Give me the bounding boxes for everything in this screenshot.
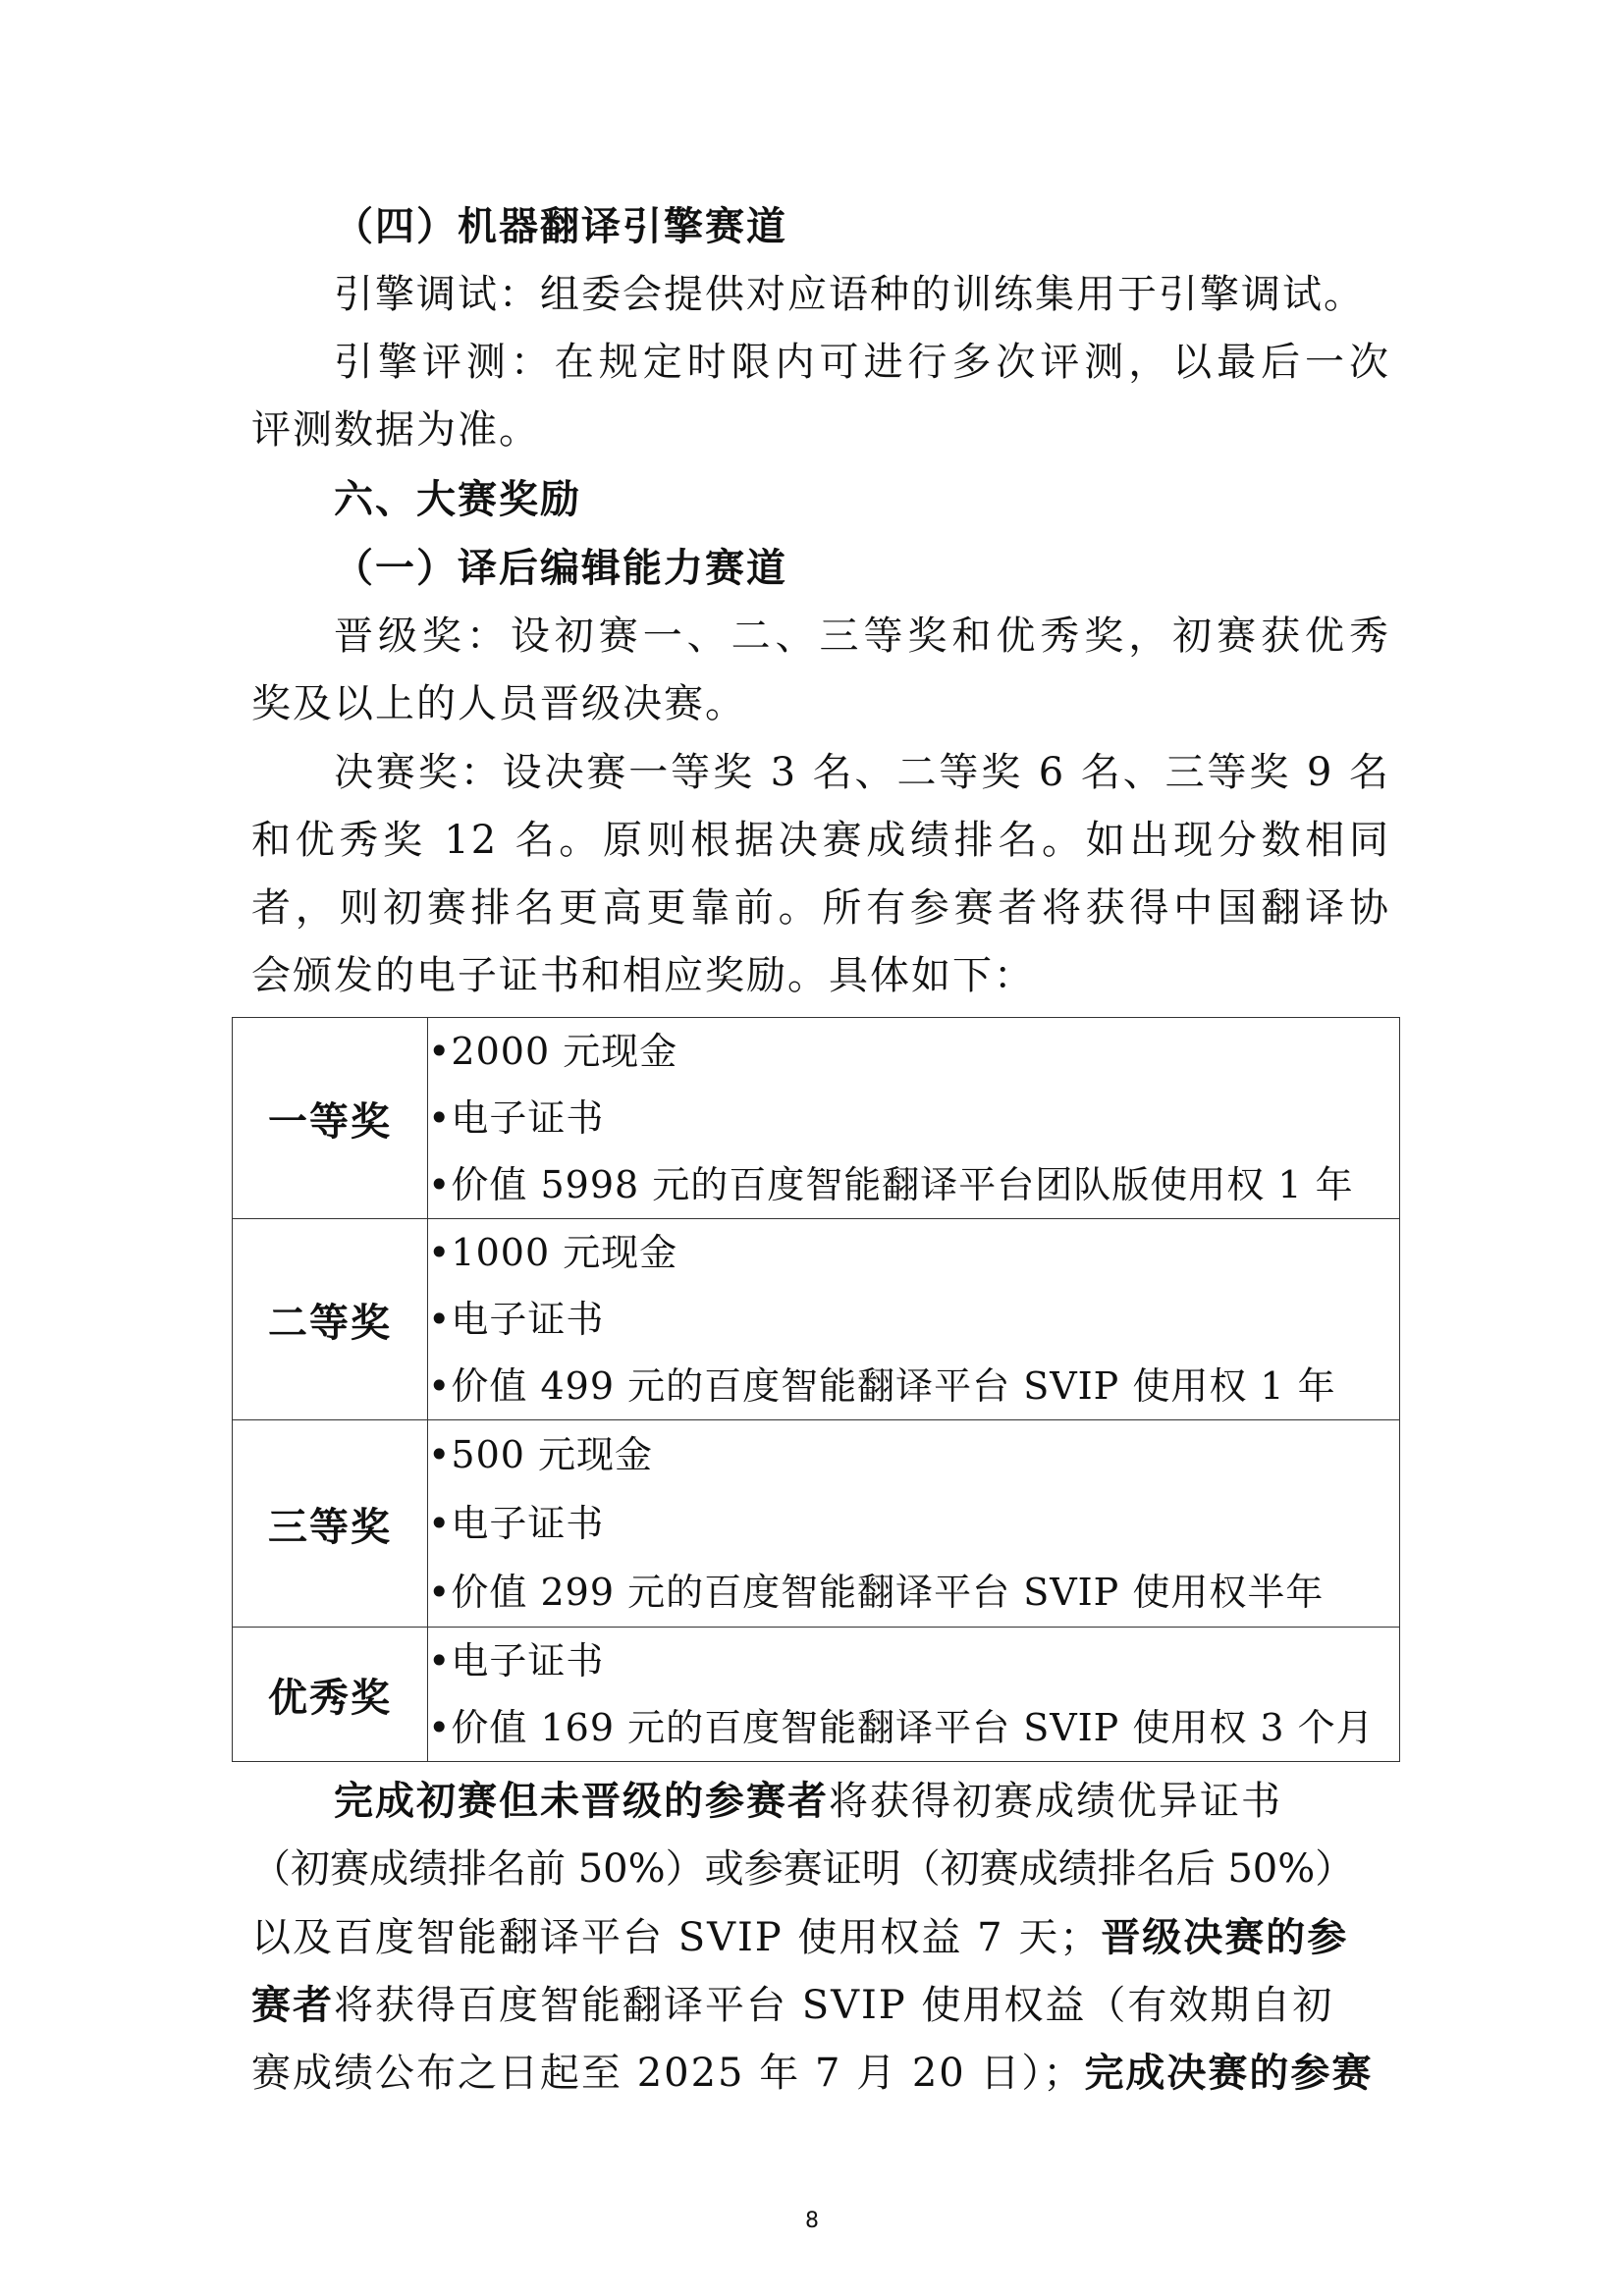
prize-table [232, 1017, 1400, 1762]
award-name: 一等奖 [233, 1018, 428, 1219]
section-heading-awards: 六、大赛奖励 [334, 477, 581, 522]
prize-row-first [233, 1018, 1400, 1219]
award-item: • 电子证书 [428, 1489, 1399, 1558]
paragraph-engine-eval-line2: 评测数据为准。 [251, 407, 540, 453]
text-span: 赛成绩公布之日起至 2025 年 7 月 20 日）； [251, 2051, 1085, 2096]
award-item: • 价值 499 元的百度智能翻译平台 SVIP 使用权 1 年 [428, 1353, 1399, 1419]
paragraph-engine-eval-line1: 引擎评测：在规定时限内可进行多次评测，以最后一次 [334, 340, 1390, 385]
bold-phrase: 完成初赛但未晋级的参赛者 [334, 1779, 829, 1824]
paragraph-promotion-line2: 奖及以上的人员晋级决赛。 [251, 681, 746, 726]
award-items [428, 1420, 1400, 1628]
bold-phrase: 完成决赛的参赛 [1084, 2051, 1374, 2096]
heading-engine-track: （四）机器翻译引擎赛道 [334, 204, 787, 249]
bold-phrase: 晋级决赛的参 [1101, 1915, 1349, 1960]
award-items [428, 1018, 1400, 1219]
bold-phrase: 赛者 [251, 1983, 334, 2028]
heading-post-edit-track: （一）译后编辑能力赛道 [334, 546, 787, 591]
award-name: 二等奖 [233, 1219, 428, 1420]
paragraph-final-line3: 者，则初赛排名更高更靠前。所有参赛者将获得中国翻译协 [251, 885, 1390, 931]
paragraph-after-line3 [251, 1914, 1390, 1961]
award-item: • 500 元现金 [428, 1420, 1399, 1489]
award-items [428, 1219, 1400, 1420]
award-item: • 电子证书 [428, 1085, 1399, 1151]
award-item: • 电子证书 [428, 1628, 1399, 1694]
prize-row-second [233, 1219, 1400, 1420]
award-items [428, 1628, 1400, 1762]
page-number: 8 [805, 2209, 819, 2233]
paragraph-after-line5 [251, 2050, 1390, 2097]
award-item: • 价值 299 元的百度智能翻译平台 SVIP 使用权半年 [428, 1558, 1399, 1627]
paragraph-after-line2: （初赛成绩排名前 50%）或参赛证明（初赛成绩排名后 50%） [251, 1846, 1355, 1892]
award-item: • 2000 元现金 [428, 1018, 1399, 1085]
award-name: 三等奖 [233, 1420, 428, 1628]
paragraph-final-line4: 会颁发的电子证书和相应奖励。具体如下： [251, 953, 1035, 998]
award-name: 优秀奖 [233, 1628, 428, 1762]
paragraph-final-line1: 决赛奖：设决赛一等奖 3 名、二等奖 6 名、三等奖 9 名 [334, 750, 1390, 795]
paragraph-final-line2: 和优秀奖 12 名。原则根据决赛成绩排名。如出现分数相同 [251, 818, 1390, 863]
text-span: 将获得初赛成绩优异证书 [829, 1779, 1282, 1824]
paragraph-after-line1 [334, 1778, 1390, 1825]
paragraph-after-line4 [251, 1982, 1390, 2029]
text-span: 以及百度智能翻译平台 SVIP 使用权益 7 天； [251, 1915, 1102, 1960]
prize-row-third [233, 1420, 1400, 1628]
prize-row-excellence [233, 1628, 1400, 1762]
award-item: • 电子证书 [428, 1286, 1399, 1353]
paragraph-promotion-line1: 晋级奖：设初赛一、二、三等奖和优秀奖，初赛获优秀 [334, 614, 1390, 659]
text-span: 将获得百度智能翻译平台 SVIP 使用权益（有效期自初 [334, 1983, 1334, 2028]
paragraph-engine-tuning: 引擎调试：组委会提供对应语种的训练集用于引擎调试。 [334, 272, 1365, 317]
award-item: • 1000 元现金 [428, 1219, 1399, 1286]
award-item: • 价值 5998 元的百度智能翻译平台团队版使用权 1 年 [428, 1151, 1399, 1218]
award-item: • 价值 169 元的百度智能翻译平台 SVIP 使用权 3 个月 [428, 1694, 1399, 1761]
